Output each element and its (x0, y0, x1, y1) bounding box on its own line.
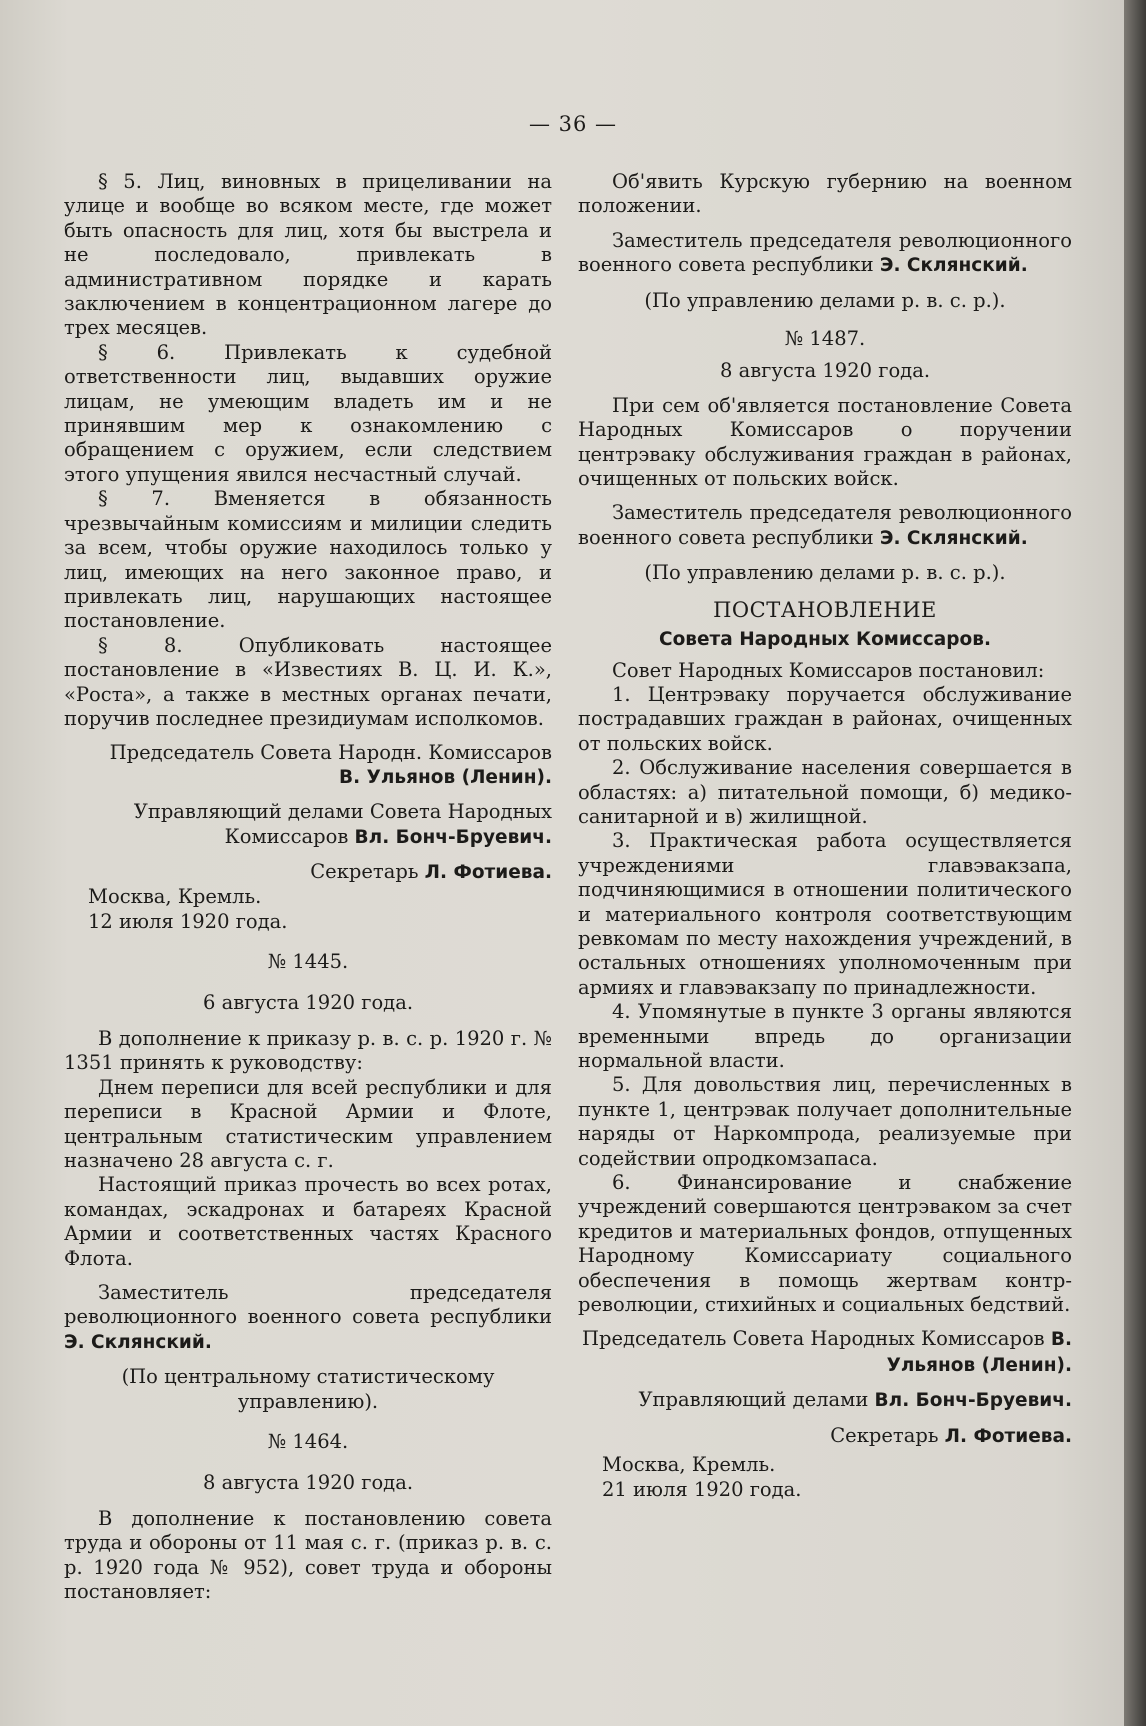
left-column (64, 170, 552, 1605)
place-date (578, 1453, 1072, 1502)
order-number-1445: № 1445. (267, 950, 349, 974)
paragraph-6: § 6. Привлекать к судебной ответственности лиц, выдавших оружие лицам, не умеющим владеть им и не принявшим мер к ознакомлению с обращением с оружием, если следствием этого упущения явился несчастный случай. (64, 340, 552, 486)
decree-item-6: 6. Финансирование и снабжение учреждений совершаются центрэваком за счет кредитов и материальных фондов, отпущенных Народному Комиссариату социального обеспечения в помощь жертвам контр-революции, стихийных и социальных бедствий. (578, 1171, 1072, 1317)
order-1487-source: (По управлению делами р. в. с. р.). (644, 561, 1006, 585)
manager-signature (64, 800, 552, 850)
order-1487-paragraph-1: При сем об'является постановление Совета Народных Комиссаров о поручении центрэваку обслуживания граждан в районах, очищенных от польских войск. (578, 393, 1072, 491)
order-date-1487: 8 августа 1920 года. (719, 359, 931, 383)
decree-intro: Совет Народных Комиссаров постановил: (612, 658, 1045, 682)
paragraph-5: § 5. Лиц, виновных в прицеливании на улице и вообще во всяком месте, где может быть опасность для лиц, хотя бы выстрела и не последовало, привлекать в административном порядке и карать заключением в концентрационном лагере до трех месяцев. (64, 170, 552, 340)
paragraph-8: § 8. Опубликовать настоящее постановление в «Известиях В. Ц. И. К.», «Роста», а также в местных органах печати, поручив последнее президиумам исполкомов. (64, 633, 552, 730)
manager-name: Вл. Бонч-Бруевич. (874, 1390, 1072, 1412)
date: 12 июля 1920 года. (88, 909, 288, 933)
decree-item-4: 4. Упомянутые в пункте 3 органы являются временными впредь до организации нормальной власти. (578, 1000, 1072, 1072)
chair-title: Председатель Совета Народн. Комиссаров (109, 741, 552, 765)
deputy-signature-1487 (578, 501, 1072, 551)
decree-item-5: 5. Для довольствия лиц, перечисленных в пункте 1, центрэвак получает дополнительные наряды от Наркомпрода, реализуемые при содействии опродкомзапаса. (578, 1073, 1072, 1170)
secretary-title: Секретарь (310, 859, 419, 883)
order-1445-paragraph-1: В дополнение к приказу р. в. с. р. 1920 г. № 1351 принять к руководству: (64, 1027, 552, 1075)
deputy-signature-1464 (578, 229, 1072, 279)
decree-subheading: Совета Народных Комиссаров. (659, 629, 991, 651)
manager-signature (578, 1388, 1072, 1413)
deputy-name: Э. Склянский. (64, 1331, 212, 1353)
secretary-signature (64, 860, 552, 885)
chair-signature (64, 741, 552, 790)
deputy-name: Э. Склянский. (879, 255, 1028, 277)
order-1445-paragraph-2: Днем переписи для всей республики и для переписи в Красной Армии и Флоте, центральным статистическим управлением назначено 28 августа с. г. (64, 1075, 552, 1173)
manager-title-line1: Управляющий делами Совета Народных (133, 800, 552, 824)
deputy-title: Заместитель председателя революционного военного совета республики (64, 1281, 552, 1329)
order-1464-paragraph-2: Об'явить Курскую губернию на военном положении. (578, 170, 1072, 218)
chair-name: В. Ульянов (Ленин). (886, 1329, 1072, 1376)
deputy-signature-1445 (64, 1281, 552, 1355)
manager-name: Вл. Бонч-Бруевич. (354, 826, 552, 848)
manager-title-line2: Комиссаров (224, 824, 349, 848)
place: Москва, Кремль. (88, 885, 262, 909)
chair-signature (578, 1327, 1072, 1378)
secretary-signature (578, 1424, 1072, 1449)
scan-page-edge (1124, 0, 1146, 1726)
order-number-1464: № 1464. (267, 1430, 349, 1454)
order-date-1445: 6 августа 1920 года. (202, 990, 414, 1014)
chair-title: Председатель Совета Народных Комиссаров (581, 1327, 1045, 1351)
deputy-name: Э. Склянский. (879, 527, 1028, 549)
chair-name: В. Ульянов (Ленин). (339, 766, 552, 788)
paragraph-7: § 7. Вменяется в обязанность чрезвычайным комиссиям и милиции следить за всем, чтобы оружие находилось только у лиц, имеющих на него законное право, и привлекать лиц, нарушающих настоящее постановление. (64, 487, 552, 633)
order-1445-source: (По центральному статистическому управлению). (121, 1365, 495, 1413)
order-number-1487: № 1487. (784, 327, 866, 351)
manager-title: Управляющий делами (638, 1388, 869, 1412)
secretary-name: Л. Фотиева. (944, 1425, 1072, 1447)
order-date-1464: 8 августа 1920 года. (202, 1470, 414, 1494)
decree-item-3: 3. Практическая работа осуществляется учреждениями главэвакзапа, подчиняющимися в отношении политического и материального контроля соответствующим ревкомам по месту нахождения учреждений, в остальных отношениях уполномоченным при армиях и главэвакзапу по принадлежности. (578, 829, 1072, 999)
decree-heading: ПОСТАНОВЛЕНИЕ (713, 597, 937, 622)
order-1464-source: (По управлению делами р. в. с. р.). (644, 288, 1006, 312)
secretary-title: Секретарь (830, 1423, 939, 1447)
right-column (578, 170, 1072, 1502)
order-1445-paragraph-3: Настоящий приказ прочесть во всех ротах, командах, эскадронах и батареях Красной Армии и соответственных частях Красного Флота. (64, 1173, 552, 1270)
date: 21 июля 1920 года. (602, 1477, 802, 1501)
secretary-name: Л. Фотиева. (424, 861, 552, 883)
decree-item-1: 1. Центрэваку поручается обслуживание пострадавших граждан в районах, очищенных от польских войск. (578, 682, 1072, 755)
place-date (64, 885, 552, 934)
page-number: — 36 — (528, 112, 618, 136)
decree-item-2: 2. Обслуживание населения совершается в областях: а) питательной помощи, б) медико-санитарной и в) жилищной. (578, 756, 1072, 828)
order-1464-paragraph-1: В дополнение к постановлению совета труда и обороны от 11 мая с. г. (приказ р. в. с. р. 1920 года № 952), совет труда и обороны постановляет: (64, 1506, 552, 1604)
place: Москва, Кремль. (602, 1453, 776, 1477)
deputy-title: Заместитель председателя революционного военного совета республики (578, 501, 1072, 549)
deputy-title: Заместитель председателя революционного военного совета республики (578, 228, 1072, 277)
